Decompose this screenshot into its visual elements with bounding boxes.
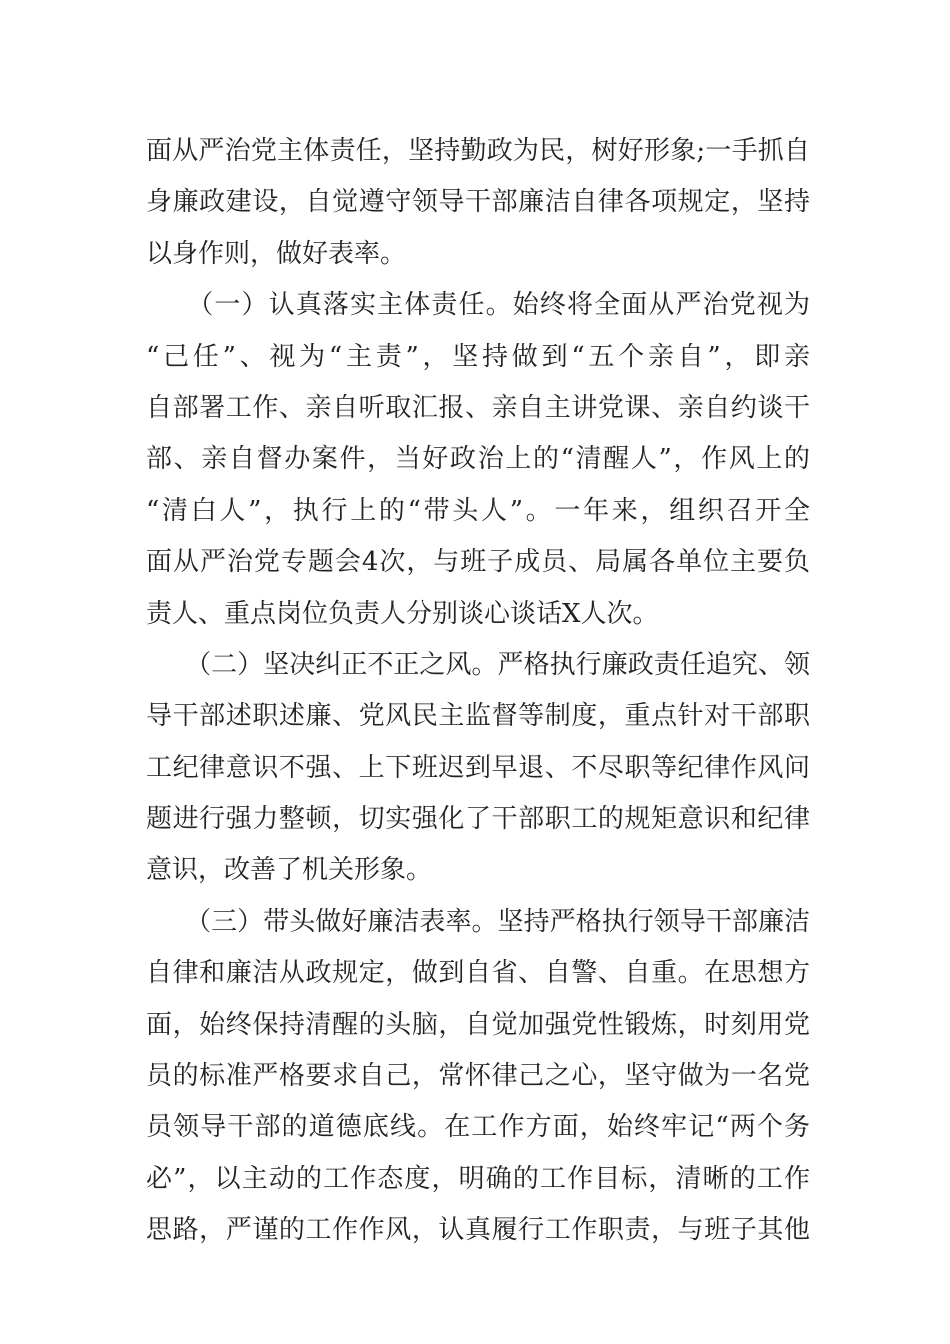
text-line: 面，始终保持清醒的头脑，自觉加强党性锻炼，时刻用党 [146,1009,810,1040]
text-line: 自部署工作、亲自听取汇报、亲自主讲党课、亲自约谈干 [146,392,810,423]
text-line: 部、亲自督办案件，当好政治上的“清醒人”，作风上的 [146,444,810,475]
text-line: （三）带头做好廉洁表率。坚持严格执行领导干部廉洁 [146,906,810,937]
text-line: 意识，改善了机关形象。 [146,855,433,886]
text-line: 自律和廉洁从政规定，做到自省、自警、自重。在思想方 [146,958,810,989]
text-line: 面从严治党专题会4次，与班子成员、局属各单位主要负 [146,547,810,578]
text-line: 责人、重点岗位负责人分别谈心谈话X人次。 [146,598,659,629]
text-line: “己任”、视为“主责”，坚持做到“五个亲自”，即亲 [146,341,810,372]
text-line: 必”，以主动的工作态度，明确的工作目标，清晰的工作 [146,1163,810,1194]
text-line: “清白人”，执行上的“带头人”。一年来，组织召开全 [146,495,810,526]
text-line: （一）认真落实主体责任。始终将全面从严治党视为 [146,290,810,321]
paragraph-section-1 [146,280,810,640]
paragraph-intro-continuation [146,126,810,280]
text-line: 员的标准严格要求自己，常怀律己之心，坚守做为一名党 [146,1061,810,1092]
paragraph-section-3 [146,897,810,1257]
paragraph-section-2 [146,640,810,897]
document-body [146,126,810,1257]
text-line: 身廉政建设，自觉遵守领导干部廉洁自律各项规定，坚持 [146,187,810,218]
text-line: 面从严治党主体责任，坚持勤政为民，树好形象;一手抓自 [146,136,810,166]
text-line: 题进行强力整顿，切实强化了干部职工的规矩意识和纪律 [146,804,810,835]
text-line: 员领导干部的道德底线。在工作方面，始终牢记“两个务 [146,1112,810,1143]
text-line: （二）坚决纠正不正之风。严格执行廉政责任追究、领 [146,649,810,680]
text-line: 导干部述职述廉、党风民主监督等制度，重点针对干部职 [146,701,810,732]
text-line: 工纪律意识不强、上下班迟到早退、不尽职等纪律作风问 [146,752,810,783]
text-line: 思路，严谨的工作作风，认真履行工作职责，与班子其他 [146,1215,810,1246]
text-line: 以身作则，做好表率。 [146,238,407,269]
